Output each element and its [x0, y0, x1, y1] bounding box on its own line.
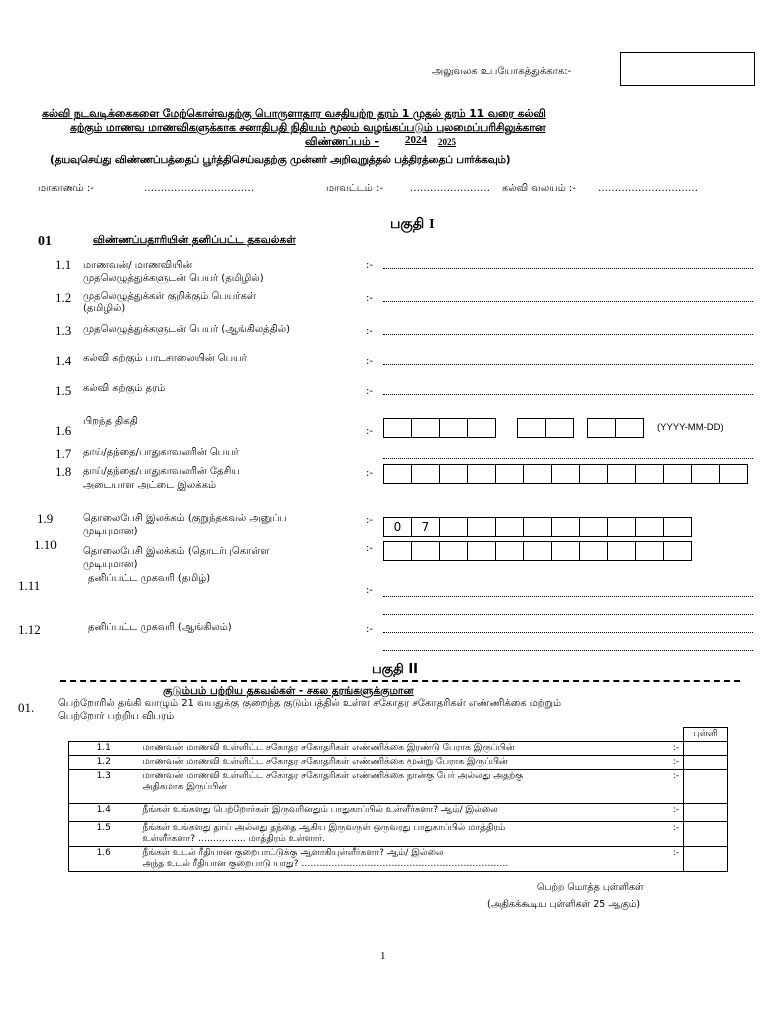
- phone-sms-box[interactable]: [607, 517, 636, 537]
- phone-contact-box[interactable]: [607, 541, 636, 561]
- phone-contact-box[interactable]: [411, 541, 440, 561]
- item-label-1-12: தனிப்பட்ட முகவரி (ஆங்கிலம்): [88, 622, 232, 633]
- dob-year-box[interactable]: [467, 418, 496, 438]
- answer-line-1-4[interactable]: [383, 364, 753, 365]
- phone-sms-boxes[interactable]: [383, 517, 691, 537]
- phone-sms-box[interactable]: [495, 517, 524, 537]
- phone-contact-box[interactable]: [635, 541, 664, 561]
- phone-sms-box[interactable]: 0: [383, 517, 412, 537]
- item-no-1-8: 1.8: [55, 464, 72, 479]
- application-label: விண்ணப்பம் -: [305, 135, 380, 148]
- answer-line-1-3[interactable]: [383, 334, 753, 335]
- answer-line-1-11a[interactable]: [383, 596, 753, 597]
- phone-sms-box[interactable]: [635, 517, 664, 537]
- item-label-1-10b: முடியுமான): [83, 559, 138, 570]
- nic-box[interactable]: [635, 464, 664, 484]
- colon-1-9: :-: [366, 515, 373, 526]
- title-line-1: கல்வி நடவடிக்கைகளை மேற்கொள்வதற்கு பொருளாதார வசதியற்ற தரம் 1 முதல் தரம் 11 வரை கல்வி: [42, 107, 546, 120]
- dob-year-box[interactable]: [383, 418, 412, 438]
- item-label-1-10: தொலைபேசி இலக்கம் (தொடர்புகொள்ள: [83, 546, 270, 557]
- phone-sms-box[interactable]: [579, 517, 608, 537]
- answer-line-1-12a[interactable]: [383, 632, 753, 633]
- phone-sms-box[interactable]: [663, 517, 692, 537]
- part2-section-no: 01.: [18, 700, 35, 715]
- phone-sms-box[interactable]: [467, 517, 496, 537]
- item-no-1-4: 1.4: [55, 353, 72, 368]
- part1-heading: பகுதி I: [390, 216, 435, 232]
- item-no-1-10: 1.10: [34, 537, 57, 552]
- item-label-1-9b: முடியுமான): [83, 526, 138, 537]
- phone-sms-box[interactable]: [551, 517, 580, 537]
- colon-1-2: :-: [366, 293, 373, 304]
- item-no-1-11: 1.11: [18, 578, 41, 593]
- nic-box[interactable]: [523, 464, 552, 484]
- table-row: 1.1 :- மாணவன் மாணவி உள்ளிட்ட சகோதர சகோதரிகள் எண்ணிக்கை இரண்டு பேராக இருப்பின்: [69, 742, 728, 756]
- colon-1-11: :-: [366, 585, 373, 596]
- item-label-1-8b: அடையாள அட்டை இலக்கம்: [83, 480, 217, 491]
- dob-day-box[interactable]: [587, 418, 616, 438]
- part2-section-title: குடும்பம் பற்றிய தகவல்கள் - சகல தரங்களுக்குமான: [163, 685, 414, 697]
- phone-contact-boxes[interactable]: [383, 541, 691, 561]
- colon-1-5: :-: [366, 386, 373, 397]
- table-row: 1.2 :- மாணவன் மாணவி உள்ளிட்ட சகோதர சகோதரிகள் எண்ணிக்கை மூன்று பேராக இருப்பின்: [69, 756, 728, 770]
- section-divider: [60, 680, 740, 682]
- dob-day-box[interactable]: [615, 418, 644, 438]
- phone-sms-box[interactable]: [523, 517, 552, 537]
- points-header: புள்ளி: [684, 728, 728, 742]
- total-points-label: பெற்ற மொத்த புள்ளிகள்: [537, 882, 644, 893]
- nic-box[interactable]: [719, 464, 748, 484]
- colon-1-10: :-: [366, 543, 373, 554]
- colon-1-12: :-: [366, 624, 373, 635]
- office-use-box[interactable]: [620, 52, 755, 86]
- answer-line-1-12b[interactable]: [383, 650, 753, 651]
- nic-box[interactable]: [467, 464, 496, 484]
- phone-contact-box[interactable]: [523, 541, 552, 561]
- answer-line-1-1[interactable]: [383, 268, 753, 269]
- nic-box[interactable]: [439, 464, 468, 484]
- year-1: 2024: [405, 134, 427, 146]
- item-no-1-6: 1.6: [55, 423, 72, 438]
- colon-1-4: :-: [366, 356, 373, 367]
- nic-box[interactable]: [691, 464, 720, 484]
- nic-box[interactable]: [383, 464, 412, 484]
- instruction: (தயவுசெய்து விண்ணப்பத்தைப் பூர்த்திசெய்வதற்கு முன்னர் அறிவுறுத்தல் பத்திரத்தைப் பார்க்கவும்): [50, 154, 511, 166]
- nic-box[interactable]: [579, 464, 608, 484]
- nic-box[interactable]: [495, 464, 524, 484]
- family-table: [68, 727, 728, 872]
- phone-contact-box[interactable]: [579, 541, 608, 561]
- table-row: 1.6 :- நீங்கள் உடல் ரீதியான குறைபாட்டுக்கு ஆளாகியுள்ளீர்களா? ஆம்/ இல்லை அந்த உடல் ரீதியான குறைபாடு யாது? ……………………………………………………………: [69, 847, 728, 872]
- phone-contact-box[interactable]: [551, 541, 580, 561]
- dob-year-box[interactable]: [439, 418, 468, 438]
- nic-boxes[interactable]: [383, 464, 747, 484]
- answer-line-1-7[interactable]: [383, 458, 753, 459]
- answer-line-1-11b[interactable]: [383, 614, 753, 615]
- item-label-1-11: தனிப்பட்ட முகவரி (தமிழ்): [88, 573, 211, 584]
- phone-contact-box[interactable]: [663, 541, 692, 561]
- dob-month-box[interactable]: [517, 418, 546, 438]
- title-line-2: கற்கும் மாணவ மாணவிகளுக்காக சனாதிபதி நிதியம் மூலம் வழங்கப்படும் புலமைப்பரிசிலுக்கான: [70, 121, 546, 134]
- year-2: 2025: [438, 137, 456, 147]
- item-label-1-2: முதலெழுத்துக்கள் குறிக்கும் பெயர்கள்: [83, 291, 256, 302]
- dob-month-box[interactable]: [545, 418, 574, 438]
- date-format-hint: (YYYY-MM-DD): [657, 422, 724, 433]
- item-no-1-7: 1.7: [55, 446, 72, 461]
- points-cell[interactable]: [684, 770, 728, 804]
- colon-1-3: :-: [366, 326, 373, 337]
- district-dots[interactable]: ……………………: [410, 183, 490, 194]
- item-label-1-2b: (தமிழில்): [83, 303, 126, 314]
- page-number: 1: [380, 950, 386, 962]
- phone-contact-box[interactable]: [383, 541, 412, 561]
- phone-sms-box[interactable]: [439, 517, 468, 537]
- part2-heading: பகுதி II: [372, 662, 419, 677]
- part1-section-title: விண்ணப்பதாரியின் தனிப்பட்ட தகவல்கள்: [93, 234, 296, 246]
- item-label-1-6: பிறந்த திகதி: [83, 416, 138, 427]
- item-label-1-7: தாய்/தந்தை/பாதுகாவலரின் பெயர்: [83, 447, 239, 458]
- item-label-1-8: தாய்/தந்தை/பாதுகாவலரின் தேசிய: [83, 466, 240, 477]
- dob-month-boxes[interactable]: [517, 418, 573, 438]
- nic-box[interactable]: [551, 464, 580, 484]
- dob-year-boxes[interactable]: [383, 418, 495, 438]
- colon-1-1: :-: [366, 260, 373, 271]
- item-label-1-1: மாணவன்/ மாணவியின்: [83, 260, 193, 271]
- item-label-1-3: முதலெழுத்துக்களுடன் பெயர் (ஆங்கிலத்தில்): [83, 324, 291, 335]
- nic-box[interactable]: [663, 464, 692, 484]
- answer-line-1-2[interactable]: [383, 301, 753, 302]
- item-no-1-1: 1.1: [55, 257, 72, 272]
- item-label-1-9: தொலைபேசி இலக்கம் (குறுந்தகவல் அனுப்ப: [83, 513, 287, 524]
- item-no-1-9: 1.9: [37, 511, 54, 526]
- points-cell[interactable]: [684, 822, 728, 847]
- points-cell[interactable]: [684, 756, 728, 770]
- answer-line-1-5[interactable]: [383, 394, 753, 395]
- district-label: மாவட்டம் :-: [326, 183, 383, 194]
- item-no-1-12: 1.12: [18, 622, 41, 637]
- table-row: 1.3 :- மாணவன் மாணவி உள்ளிட்ட சகோதர சகோதரிகள் எண்ணிக்கை நான்கு பேர் அல்லது அதற்கு அதிகமாக இருப்பின்: [69, 770, 728, 804]
- phone-sms-box[interactable]: 7: [411, 517, 440, 537]
- office-use-label: அலுவலக உபயோகத்துக்காக:-: [432, 66, 572, 77]
- colon-1-8: :-: [366, 468, 373, 479]
- table-header-row: [69, 728, 728, 742]
- item-label-1-5: கல்வி கற்கும் தரம்: [83, 383, 166, 394]
- nic-box[interactable]: [411, 464, 440, 484]
- dob-year-box[interactable]: [411, 418, 440, 438]
- nic-box[interactable]: [607, 464, 636, 484]
- item-label-1-4: கல்வி கற்கும் பாடசாலையின் பெயர்: [83, 353, 247, 364]
- max-points-note: (அதிகக்கூடிய புள்ளிகள் 25 ஆகும்): [487, 899, 641, 910]
- province-dots[interactable]: ……………………………: [144, 183, 254, 194]
- item-no-1-5: 1.5: [55, 383, 72, 398]
- points-cell[interactable]: [684, 804, 728, 822]
- table-row: 1.4 :- நீங்கள் உங்களது பெற்றோர்கள் இருவரினதும் பாதுகாப்பில் உள்ளீர்களா? ஆம்/ இல்லை: [69, 804, 728, 822]
- item-label-1-1b: முதலெழுத்துக்களுடன் பெயர் (தமிழில்): [83, 273, 264, 284]
- table-row: 1.5 :- நீங்கள் உங்களது தாய் அல்லது தந்தை ஆகிய இருவருள் ஒருவரது பாதுகாப்பில் மாத்திரம் உள்ளீர்களா? ……………. மாத்திரம் உள்ளார்.: [69, 822, 728, 847]
- part1-section-no: 01: [38, 234, 52, 249]
- points-cell[interactable]: [684, 742, 728, 756]
- item-no-1-3: 1.3: [55, 323, 72, 338]
- part2-intro-2: பெற்றோர் பற்றிய விபரம்: [58, 711, 175, 722]
- phone-contact-box[interactable]: [495, 541, 524, 561]
- phone-contact-box[interactable]: [467, 541, 496, 561]
- part2-intro-1: பெற்றோரில் தங்கி வாழும் 21 வயதுக்கு குறைந்த குடும்பத்தில் உள்ள சகோதர சகோதரிகள் எண்ணிக்கை மற்றும்: [58, 698, 562, 709]
- zone-dots[interactable]: …………………………: [598, 183, 698, 194]
- dob-day-boxes[interactable]: [587, 418, 643, 438]
- province-label: மாகாணம் :-: [38, 183, 94, 194]
- item-no-1-2: 1.2: [55, 290, 72, 305]
- zone-label: கல்வி வலயம் :-: [502, 183, 576, 194]
- phone-contact-box[interactable]: [439, 541, 468, 561]
- points-cell[interactable]: [684, 847, 728, 872]
- colon-1-6: :-: [366, 426, 373, 437]
